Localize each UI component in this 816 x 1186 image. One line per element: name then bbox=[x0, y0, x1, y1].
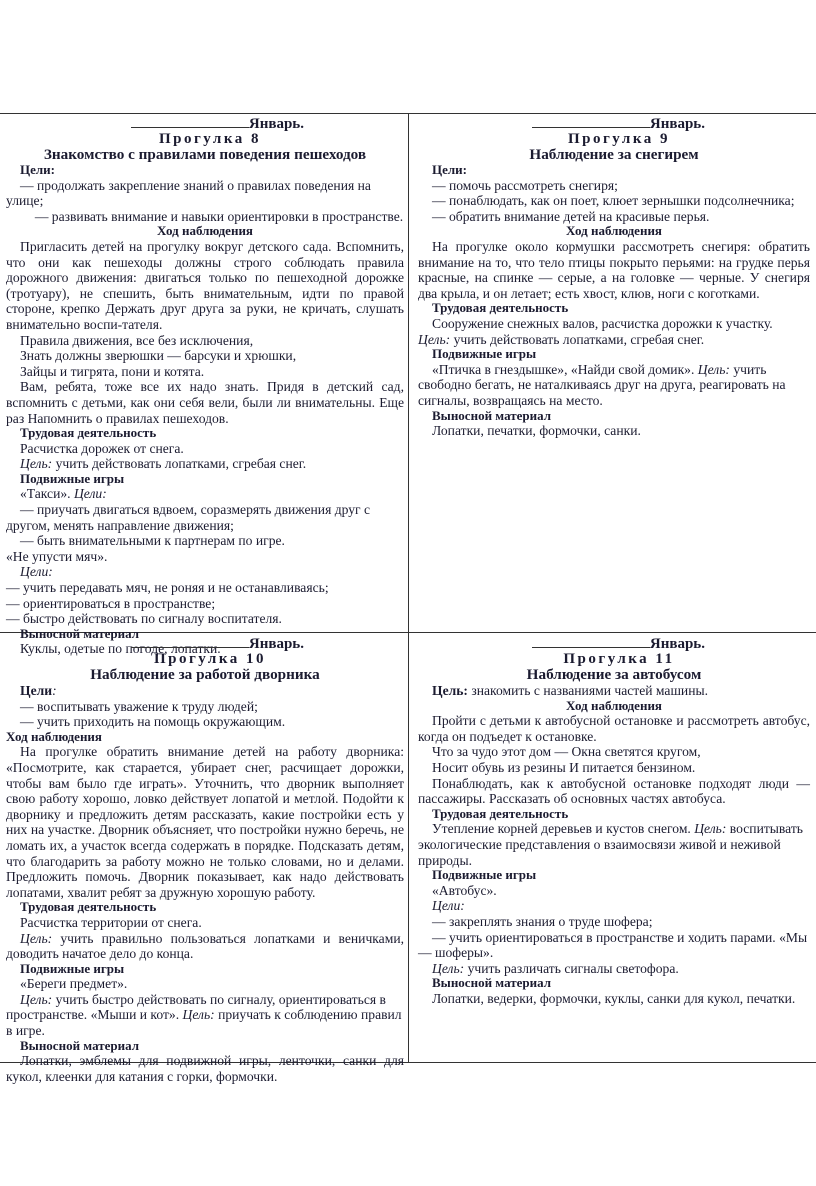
goal-item: — понаблюдать, как он поет, клюет зернышки подсолнечника; bbox=[432, 193, 795, 209]
walk-number: Прогулка 9 bbox=[567, 131, 671, 147]
walk-8-cell bbox=[6, 116, 404, 657]
poem-line: Правила движения, все без исключения, bbox=[20, 332, 254, 348]
progress-text: На прогулке около кормушки рассмотреть снегиря: обратить внимание на то, что тело птицы покрыто перьями: на грудке перья красные, на спинке — серые, а на головке — черные. У снегиря два крыла, и он летает; есть хвост, клюв, ноги с коготками. bbox=[418, 238, 810, 301]
month-heading: Январь. bbox=[418, 636, 810, 652]
goals-label: Цели: bbox=[20, 683, 57, 698]
material-label: Выносной материал bbox=[20, 625, 140, 641]
goals-label: Цели: bbox=[20, 162, 55, 177]
work-label: Трудовая деятельность bbox=[432, 805, 569, 821]
game-goal-item: — учить ориентироваться в пространстве и ходить парами. «Мы — шоферы». bbox=[418, 929, 808, 961]
progress-text: Пригласить детей на прогулку вокруг детского сада. Вспомнить, что они как пешеходы должны строго соблюдать правила дорожного движения: двигаться только по пешеходной дорожке (тротуару), не спешить, быть внимательным, идти по правой стороне, крепко Держать друг друга за руки, не кричать, слушать внимательно воспи-тателя. bbox=[6, 238, 404, 332]
walk-9-cell bbox=[418, 116, 810, 630]
walk-number: Прогулка 10 bbox=[153, 651, 267, 667]
walk-11-cell bbox=[418, 636, 810, 1060]
walk-title: Наблюдение за работой дворника bbox=[90, 666, 320, 683]
goal-item: — помочь рассмотреть снегиря; bbox=[432, 177, 618, 193]
goal-item: — продолжать закрепление знаний о правилах поведения на улице; bbox=[6, 177, 371, 209]
games-label: Подвижные игры bbox=[20, 470, 125, 486]
work-goal: Цель: учить действовать лопатками, сгребая снег. bbox=[418, 331, 705, 347]
material-label: Выносной материал bbox=[20, 1037, 140, 1053]
game-goal: Цель: учить различать сигналы светофора. bbox=[432, 960, 679, 976]
month-heading: Январь. bbox=[418, 116, 810, 132]
game-goal-item: — быть внимательными к партнерам по игре. bbox=[20, 533, 285, 549]
after-poem-text: Понаблюдать, как к автобусной остановке подходят люди — пассажиры. Рассказать об основных частях автобуса. bbox=[418, 775, 810, 807]
game-title: «Автобус». bbox=[432, 882, 497, 898]
game-goal-item: — учить передавать мяч, не роняя и не останавливаясь; bbox=[6, 580, 329, 596]
walk-title: Наблюдение за автобусом bbox=[526, 666, 702, 683]
work-label: Трудовая деятельность bbox=[432, 300, 569, 316]
progress-label: Ход наблюдения bbox=[566, 223, 662, 239]
goals-label: Цели: bbox=[432, 162, 467, 177]
work-goal: Цель: учить правильно пользоваться лопатками и веничками, доводить начатое дело до конца. bbox=[6, 930, 404, 962]
progress-label: Ход наблюдения bbox=[6, 728, 102, 744]
work-text: Расчистка территории от снега. bbox=[20, 914, 202, 930]
goal-line: Цель: знакомить с названиями частей машины. bbox=[432, 683, 709, 698]
work-text: Сооружение снежных валов, расчистка дорожки к участку. bbox=[432, 315, 773, 331]
work-goal: Цель: учить действовать лопатками, сгребая снег. bbox=[20, 456, 307, 472]
month-heading: Январь. bbox=[6, 116, 404, 132]
poem-line: Носит обувь из резины И питается бензином. bbox=[432, 759, 696, 775]
game-title: «Такси». Цели: bbox=[20, 486, 107, 502]
games-label: Подвижные игры bbox=[432, 867, 537, 883]
games-label: Подвижные игры bbox=[20, 960, 125, 976]
walk-number: Прогулка 8 bbox=[158, 131, 262, 147]
progress-label: Ход наблюдения bbox=[566, 697, 662, 713]
progress-text: На прогулке обратить внимание детей на работу дворника: «Посмотрите, как старается, убирает снег, расчищает дорожки, чтобы вам было где играть». Уточнить, что дворник выполняет свою работу хорошо, ловко действует лопатой и метлой. Подойти к дворнику и предложить детям рассказать, какие постройки есть у них на участке. Дворник объясняет, что постройки нужно беречь, не ломать их, а участок всегда содержать в порядке. Подсказать детям, что благодарить за работу можно не только словами, но и делами. Предложить помочь. Дворник показывает, как надо действовать лопатами, хвалит ребят за дружную хорошую работу. bbox=[6, 744, 404, 900]
goal-item: — развивать внимание и навыки ориентировки в пространстве. bbox=[34, 208, 404, 224]
game-goal: Цель: учить быстро действовать по сигналу, ориентироваться в пространстве. «Мыши и кот». Цель: приучать к соблюдению правил в игре. bbox=[6, 991, 402, 1039]
material-label: Выносной материал bbox=[432, 975, 552, 991]
after-poem-text: Вам, ребята, тоже все их надо знать. Придя в детский сад, вспомнить с детьми, как они себя вели, были ли внимательны. Еще раз Напомнить о правилах пешеходов. bbox=[6, 379, 404, 426]
game-title: «Береги предмет». bbox=[20, 976, 128, 992]
goal-item: — обратить внимание детей на красивые перья. bbox=[432, 208, 710, 224]
goal-item: — учить приходить на помощь окружающим. bbox=[20, 714, 286, 730]
progress-label: Ход наблюдения bbox=[157, 223, 253, 239]
poem-line: Знать должны зверюшки — барсуки и хрюшки, bbox=[20, 348, 297, 364]
game-title: «Не упусти мяч». bbox=[6, 548, 108, 564]
goal-item: — воспитывать уважение к труду людей; bbox=[20, 698, 258, 714]
game-goal-item: — приучать двигаться вдвоем, соразмерять движения друг с другом, менять направление движения; bbox=[6, 502, 371, 533]
material-text: Лопатки, печатки, формочки, санки. bbox=[432, 423, 641, 439]
work-text: Расчистка дорожек от снега. bbox=[20, 440, 184, 456]
poem-line: Зайцы и тигрята, пони и котята. bbox=[20, 363, 205, 379]
games-label: Подвижные игры bbox=[432, 346, 537, 362]
poem-line: Что за чудо этот дом — Окна светятся кругом, bbox=[432, 744, 701, 760]
material-text: Лопатки, ведерки, формочки, куклы, санки для кукол, печатки. bbox=[432, 990, 796, 1006]
walk-title: Наблюдение за снегирем bbox=[529, 146, 699, 163]
progress-text: Пройти с детьми к автобусной остановке и рассмотреть автобус, когда он подъедет к остановке. bbox=[418, 713, 810, 744]
game-goal-item: — ориентироваться в пространстве; bbox=[6, 595, 216, 611]
material-text: Куклы, одетые по погоде, лопатки. bbox=[20, 641, 221, 657]
column-divider bbox=[408, 114, 409, 1062]
month-heading: Январь. bbox=[6, 636, 404, 652]
material-label: Выносной материал bbox=[432, 407, 552, 423]
material-text: Лопатки, эмблемы для подвижной игры, ленточки, санки для кукол, клеенки для катания с горки, формочки. bbox=[6, 1053, 404, 1084]
work-label: Трудовая деятельность bbox=[20, 899, 157, 915]
walk-plans-table bbox=[0, 113, 816, 1084]
work-text: Утепление корней деревьев и кустов снегом. Цель: воспитывать экологические представления о взаимосвязи живой и неживой природы. bbox=[418, 821, 803, 868]
walk-10-cell bbox=[6, 636, 404, 1084]
games-text: «Птичка в гнездышке», «Найди свой домик». Цель: учить свободно бегать, не наталкиваясь друг на друга, реагировать на сигналы, возвращаясь на место. bbox=[418, 361, 786, 408]
game-goal-item: — быстро действовать по сигналу воспитателя. bbox=[6, 611, 282, 627]
walk-title: Знакомство с правилами поведения пешеходов bbox=[43, 146, 367, 163]
work-label: Трудовая деятельность bbox=[20, 425, 157, 441]
game-goals-label: Цели: bbox=[20, 564, 53, 580]
walk-number: Прогулка 11 bbox=[563, 651, 675, 667]
game-goals-label: Цели: bbox=[432, 898, 465, 914]
game-goal-item: — закреплять знания о труде шофера; bbox=[432, 913, 653, 929]
